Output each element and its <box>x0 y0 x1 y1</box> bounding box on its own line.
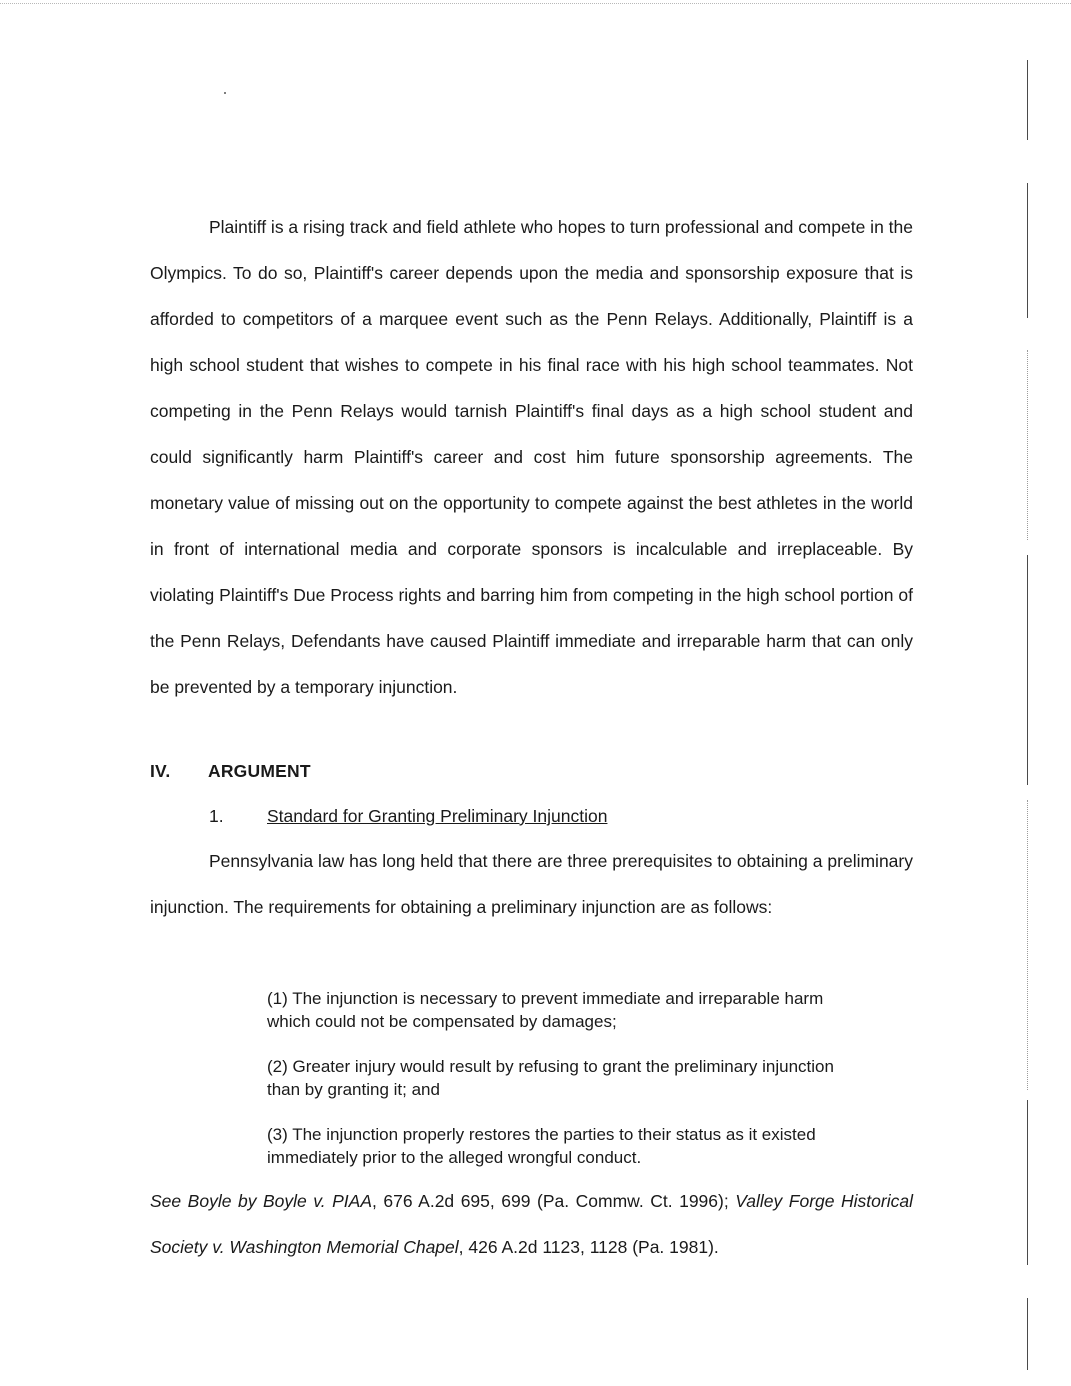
scan-edge-line <box>1027 350 1028 540</box>
scan-edge-line <box>1027 183 1028 318</box>
case-citation <box>150 1178 913 1270</box>
subsection-number: 1. <box>209 806 224 826</box>
scan-edge-line <box>1027 800 1028 1090</box>
requirement-2: (2) Greater injury would result by refusing to grant the preliminary injunction than by granting it; and <box>267 1057 834 1099</box>
citation-case-2: Valley Forge Historical Society v. Washington Memorial Chapel <box>150 1191 913 1257</box>
citation-signal: See <box>150 1191 182 1211</box>
scan-border-top <box>0 3 1071 4</box>
scan-edge-line <box>1027 60 1028 140</box>
scan-edge-line <box>1027 555 1028 785</box>
subsection-heading <box>209 806 607 827</box>
requirement-1: (1) The injunction is necessary to prevent immediate and irreparable harm which could not be compensated by damages; <box>267 989 824 1031</box>
scan-speck <box>224 92 226 94</box>
citation-reporter-1: , 676 A.2d 695, 699 (Pa. Commw. Ct. 1996); <box>372 1191 736 1211</box>
section-heading <box>150 761 311 782</box>
scan-edge-line <box>1027 1100 1028 1265</box>
paragraph-standard: Pennsylvania law has long held that there are three prerequisites to obtaining a preliminary injunction. The requirements for obtaining a preliminary injunction are as follows: <box>150 851 913 917</box>
citation-reporter-2: , 426 A.2d 1123, 1128 (Pa. 1981). <box>458 1237 719 1257</box>
subsection-title: Standard for Granting Preliminary Injunction <box>267 806 608 826</box>
scan-edge-line <box>1027 1298 1028 1370</box>
section-number: IV. <box>150 761 171 781</box>
section-title: ARGUMENT <box>208 761 311 781</box>
requirement-3: (3) The injunction properly restores the parties to their status as it existed immediately prior to the alleged wrongful conduct. <box>267 1125 816 1167</box>
paragraph-irreparable-harm: Plaintiff is a rising track and field athlete who hopes to turn professional and compete in the Olympics. To do so, Plaintiff's career depends upon the media and sponsorship exposure that is afforded to competitors of a marquee event such as the Penn Relays. Additionally, Plaintiff is a high school student that wishes to compete in his final race with his high school teammates. Not competing in the Penn Relays would tarnish Plaintiff's final days as a high school student and could significantly harm Plaintiff's career and cost him future sponsorship agreements. The monetary value of missing out on the opportunity to compete against the best athletes in the world in front of international media and corporate sponsors is incalculable and irreplaceable. By violating Plaintiff's Due Process rights and barring him from competing in the high school portion of the Penn Relays, Defendants have caused Plaintiff immediate and irreparable harm that can only be prevented by a temporary injunction. <box>150 217 913 697</box>
citation-case-1: Boyle by Boyle v. PIAA <box>187 1191 373 1211</box>
